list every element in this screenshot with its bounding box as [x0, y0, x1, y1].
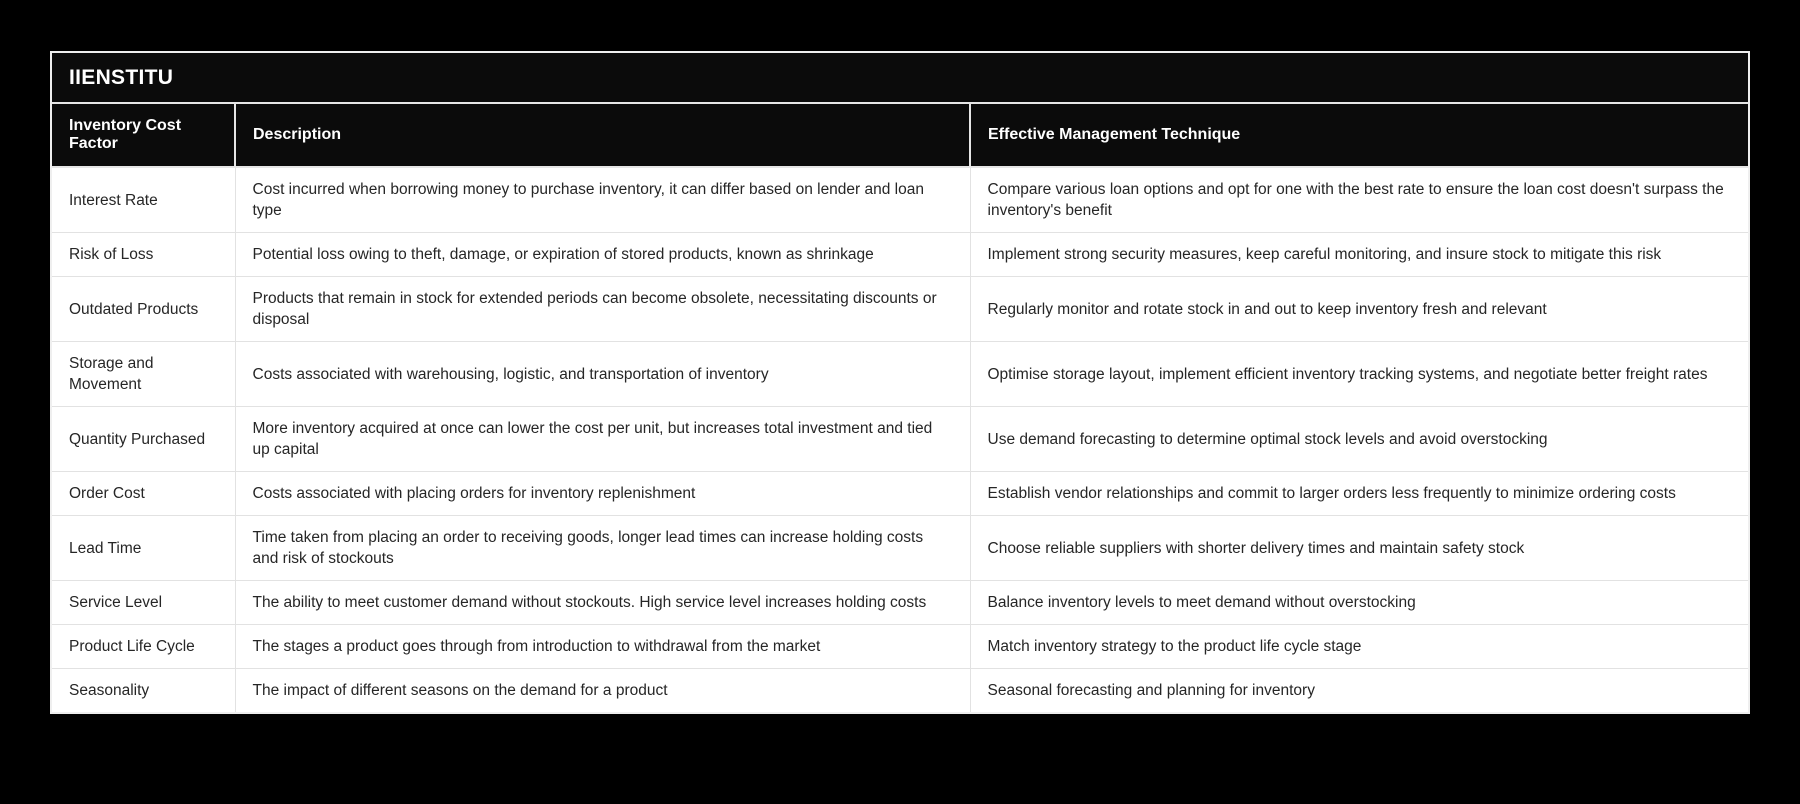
- cell-description: The stages a product goes through from introduction to withdrawal from the market: [235, 625, 970, 669]
- table-row: [52, 342, 1748, 407]
- cell-factor: Service Level: [52, 581, 235, 625]
- table-body: [52, 167, 1748, 712]
- header-row: [52, 104, 1748, 167]
- cell-factor: Quantity Purchased: [52, 407, 235, 472]
- cell-factor: Interest Rate: [52, 167, 235, 233]
- table-title: IIENSTITU: [52, 53, 1748, 104]
- cell-factor: Product Life Cycle: [52, 625, 235, 669]
- cell-technique: Choose reliable suppliers with shorter delivery times and maintain safety stock: [970, 516, 1748, 581]
- column-header-technique: Effective Management Technique: [970, 104, 1748, 167]
- cell-description: More inventory acquired at once can lower the cost per unit, but increases total investment and tied up capital: [235, 407, 970, 472]
- inventory-cost-table: [50, 51, 1750, 714]
- cell-description: Costs associated with warehousing, logistic, and transportation of inventory: [235, 342, 970, 407]
- cell-factor: Risk of Loss: [52, 233, 235, 277]
- cell-description: The ability to meet customer demand without stockouts. High service level increases holding costs: [235, 581, 970, 625]
- table-row: [52, 669, 1748, 713]
- cell-factor: Lead Time: [52, 516, 235, 581]
- cell-description: The impact of different seasons on the demand for a product: [235, 669, 970, 713]
- cell-technique: Regularly monitor and rotate stock in and out to keep inventory fresh and relevant: [970, 277, 1748, 342]
- table-row: [52, 277, 1748, 342]
- cell-factor: Outdated Products: [52, 277, 235, 342]
- cell-technique: Use demand forecasting to determine optimal stock levels and avoid overstocking: [970, 407, 1748, 472]
- cell-technique: Balance inventory levels to meet demand without overstocking: [970, 581, 1748, 625]
- cell-description: Time taken from placing an order to receiving goods, longer lead times can increase holding costs and risk of stockouts: [235, 516, 970, 581]
- table-header: [52, 104, 1748, 167]
- cell-technique: Seasonal forecasting and planning for inventory: [970, 669, 1748, 713]
- cell-technique: Optimise storage layout, implement efficient inventory tracking systems, and negotiate better freight rates: [970, 342, 1748, 407]
- cell-description: Cost incurred when borrowing money to purchase inventory, it can differ based on lender and loan type: [235, 167, 970, 233]
- table-row: [52, 233, 1748, 277]
- cell-factor: Order Cost: [52, 472, 235, 516]
- cell-technique: Establish vendor relationships and commit to larger orders less frequently to minimize ordering costs: [970, 472, 1748, 516]
- column-header-description: Description: [235, 104, 970, 167]
- table-row: [52, 516, 1748, 581]
- cell-description: Products that remain in stock for extended periods can become obsolete, necessitating discounts or disposal: [235, 277, 970, 342]
- table-row: [52, 581, 1748, 625]
- table-row: [52, 167, 1748, 233]
- cell-description: Potential loss owing to theft, damage, or expiration of stored products, known as shrinkage: [235, 233, 970, 277]
- table-row: [52, 472, 1748, 516]
- column-header-factor: Inventory Cost Factor: [52, 104, 235, 167]
- cell-description: Costs associated with placing orders for inventory replenishment: [235, 472, 970, 516]
- cell-factor: Storage and Movement: [52, 342, 235, 407]
- table-row: [52, 407, 1748, 472]
- table-row: [52, 625, 1748, 669]
- cell-technique: Compare various loan options and opt for one with the best rate to ensure the loan cost doesn't surpass the inventory's benefit: [970, 167, 1748, 233]
- cell-technique: Implement strong security measures, keep careful monitoring, and insure stock to mitigate this risk: [970, 233, 1748, 277]
- cell-technique: Match inventory strategy to the product life cycle stage: [970, 625, 1748, 669]
- cell-factor: Seasonality: [52, 669, 235, 713]
- data-table: [52, 104, 1748, 712]
